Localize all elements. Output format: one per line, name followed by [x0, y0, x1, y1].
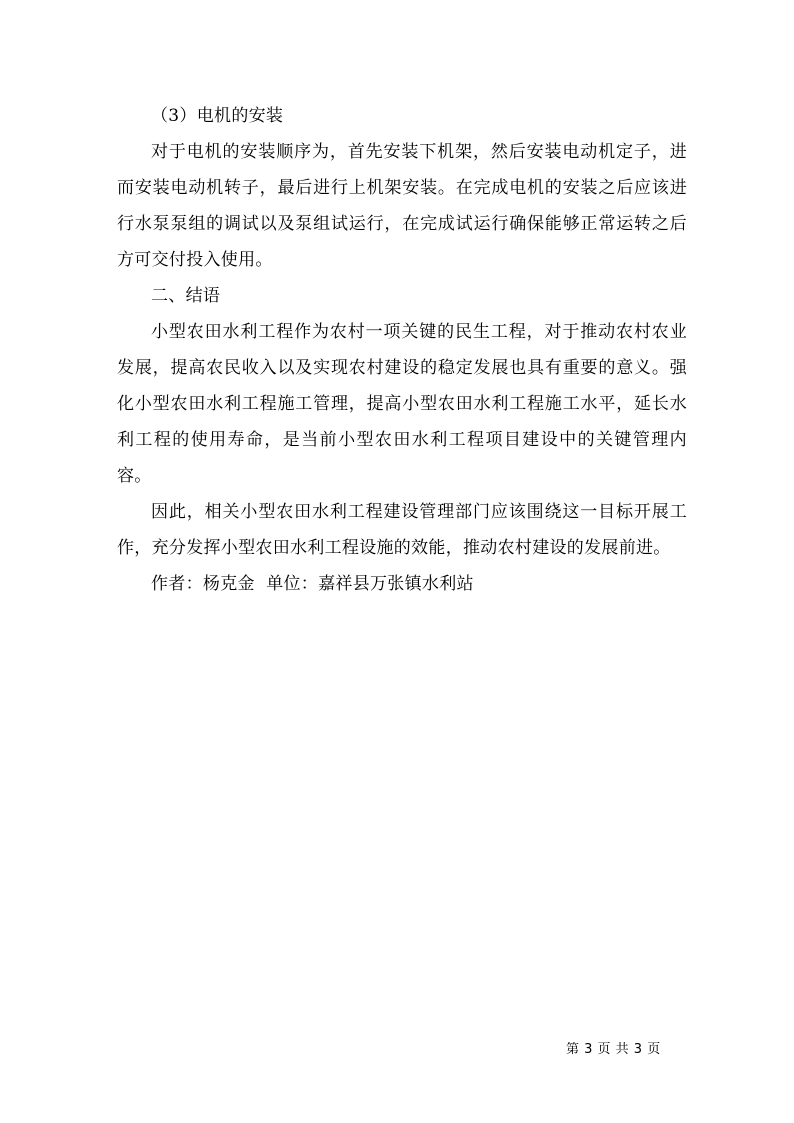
author-affiliation-line: 作者：杨克金 单位：嘉祥县万张镇水利站	[151, 574, 474, 594]
page-number-footer: 第 3 页 共 3 页	[566, 1042, 661, 1057]
paragraph-conclusion-1: 小型农田水利工程作为农村一项关键的民生工程，对于推动农村农业发展，提高农民收入以及实现农村建设的稳定发展也具有重要的意义。强化小型农田水利工程施工管理，提高小型农田水利工程施工水平，延长水利工程的使用寿命，是当前小型农田水利工程项目建设中的关键管理内容。	[117, 322, 687, 486]
document-body	[117, 98, 687, 602]
section-heading-motor-installation: （3）电机的安装	[151, 106, 284, 126]
paragraph-motor-installation: 对于电机的安装顺序为，首先安装下机架，然后安装电动机定子，进而安装电动机转子，最后进行上机架安装。在完成电机的安装之后应该进行水泵泵组的调试以及泵组试运行，在完成试运行确保能够正常运转之后方可交付投入使用。	[117, 142, 687, 270]
section-heading-conclusion: 二、结语	[151, 286, 221, 306]
paragraph-conclusion-2: 因此，相关小型农田水利工程建设管理部门应该围绕这一目标开展工作，充分发挥小型农田水利工程设施的效能，推动农村建设的发展前进。	[117, 502, 687, 558]
